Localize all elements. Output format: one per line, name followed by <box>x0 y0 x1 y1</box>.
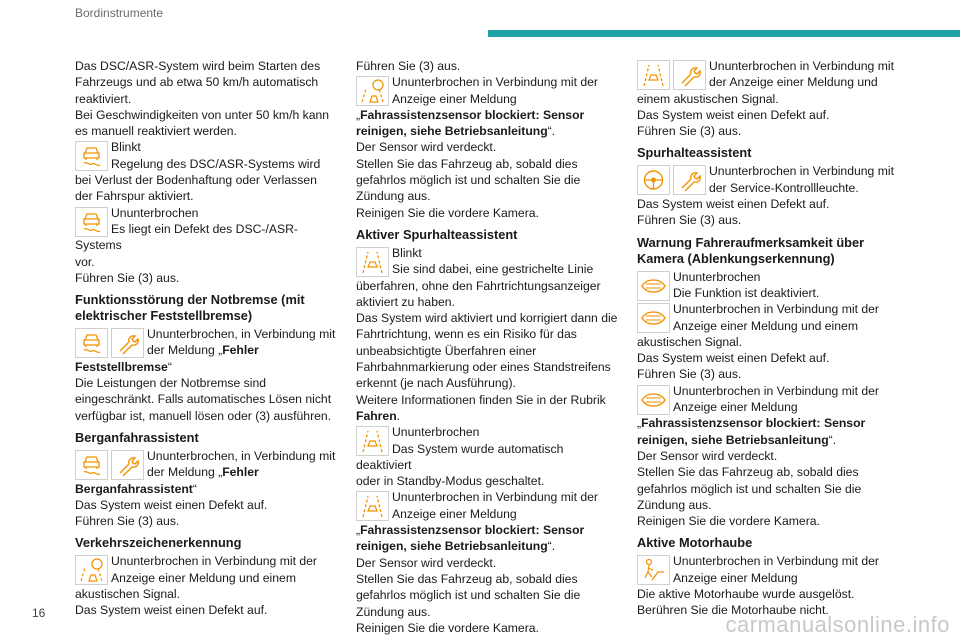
block-text: Ununterbrochen in Verbindung mit der Anzeige einer Meldung und <box>709 59 894 90</box>
block-text: “. <box>547 124 556 139</box>
warning-block <box>637 58 902 107</box>
wrench-icon <box>111 450 144 480</box>
block-text: oder in Standby-Modus geschaltet. <box>356 474 545 489</box>
paragraph: Der Sensor wird verdeckt. <box>637 448 778 463</box>
paragraph: Führen Sie (3) aus. <box>75 514 180 529</box>
block-text: “ <box>192 481 197 496</box>
block-text: Ununterbrochen in Verbindung mit der Anzeige einer Meldung und einem <box>673 302 879 333</box>
warning-block <box>356 489 618 554</box>
status-label: Ununterbrochen <box>392 425 480 440</box>
section-heading: Spurhalteassistent <box>637 145 752 161</box>
driver-attention-icon <box>637 385 670 415</box>
car-skid-icon <box>75 328 108 358</box>
traffic-sign-icon <box>356 76 389 106</box>
paragraph-text: . <box>396 408 401 423</box>
warning-block <box>637 553 902 586</box>
warning-block <box>356 74 618 139</box>
driver-attention-icon <box>637 271 670 301</box>
section-heading: Berganfahrassistent <box>75 429 199 445</box>
paragraph: Führen Sie (3) aus. <box>637 124 742 139</box>
paragraph: Reinigen Sie die vordere Kamera. <box>356 205 539 220</box>
block-text: „ <box>637 416 642 431</box>
warning-block <box>637 301 902 350</box>
page-number: 16 <box>32 606 46 620</box>
block-text: Die Funktion ist deaktiviert. <box>673 285 820 300</box>
block-text: Es liegt ein Defekt des DSC-/ASR-Systems <box>75 221 298 253</box>
section-heading: Aktive Motorhaube <box>637 535 753 551</box>
driver-attention-icon <box>637 303 670 333</box>
block-text: Ununterbrochen in Verbindung mit der Anzeige einer Meldung <box>392 75 598 106</box>
watermark-text: carmanualsonline.info <box>725 612 950 637</box>
lane-icon <box>637 60 670 90</box>
paragraph: Bei Geschwindigkeiten von unter 50 km/h kann es manuell reaktiviert werden. <box>75 107 330 139</box>
block-text: Regelung des DSC/ASR-Systems wird <box>111 156 321 171</box>
warning-block <box>637 163 902 196</box>
warning-block <box>75 326 337 375</box>
paragraph: Das System weist einen Defekt auf. <box>75 497 268 512</box>
warning-block <box>637 269 902 302</box>
lane-icon <box>356 247 389 277</box>
section-heading: Warnung Fahreraufmerksamkeit über Kamera (Ablenkungserkennung) <box>637 234 865 266</box>
block-text: Ununterbrochen, in Verbindung mit der Meldung „ <box>147 448 336 480</box>
paragraph: Der Sensor wird verdeckt. <box>356 140 497 155</box>
message-text: Fahrassistenzsensor blockiert: Sensor reinigen, siehe Betriebsanleitung <box>637 416 866 447</box>
car-skid-icon <box>75 207 108 237</box>
status-label: Ununterbrochen <box>111 205 199 220</box>
block-text: Ununterbrochen in Verbindung mit der Anzeige einer Meldung und einem <box>111 554 317 585</box>
status-label: Ununterbrochen <box>673 269 761 284</box>
warning-block <box>356 245 618 310</box>
link-reference: Fahren <box>356 408 397 423</box>
column-1 <box>75 58 337 619</box>
block-text: überfahren, ohne den Fahrtrichtungsanzeiger aktiviert zu haben. <box>356 278 601 309</box>
steering-wheel-icon <box>637 165 670 195</box>
wrench-icon <box>673 165 706 195</box>
paragraph: Reinigen Sie die vordere Kamera. <box>637 514 820 529</box>
paragraph: Führen Sie (3) aus. <box>637 367 742 382</box>
paragraph: Die Leistungen der Notbremse sind eingeschränkt. Falls automatisches Lösen nicht verfügbar ist, manuell lösen oder (3) ausführen. <box>75 376 332 423</box>
warning-block <box>75 139 337 204</box>
paragraph: Stellen Sie das Fahrzeug ab, sobald dies gefahrlos möglich ist und schalten Sie die Zündung aus. <box>356 571 581 619</box>
paragraph: Berühren Sie die Motorhaube nicht. <box>637 603 829 618</box>
block-text: „ <box>356 107 361 122</box>
paragraph: Die aktive Motorhaube wurde ausgelöst. <box>637 587 855 602</box>
paragraph-text: Weitere Informationen finden Sie in der Rubrik <box>356 392 606 407</box>
paragraph: Führen Sie (3) aus. <box>356 59 461 73</box>
car-skid-icon <box>75 450 108 480</box>
block-text: Ununterbrochen, in Verbindung mit der Meldung „ <box>147 327 336 358</box>
block-text: Ununterbrochen in Verbindung mit der Service-Kontrollleuchte. <box>709 164 894 195</box>
paragraph: Das System wird aktiviert und korrigiert dann die Fahrtrichtung, wenn es ein Risiko für das unbeabsichtigte Überfahren einer Fahrbahnmarkierung oder eines Standstreifens erkennt (je nach Ausführung). <box>356 311 618 391</box>
paragraph: Das System weist einen Defekt auf. <box>637 351 830 366</box>
warning-block <box>75 553 337 602</box>
status-label: Blinkt <box>392 245 422 260</box>
block-text: akustischen Signal. <box>75 587 181 602</box>
section-heading: Funktionsstörung der Notbremse (mit elektrischer Feststellbremse) <box>75 292 305 324</box>
message-text: Fehler Feststellbremse <box>75 343 259 374</box>
message-text: Fahrassistenzsensor blockiert: Sensor reinigen, siehe Betriebsanleitung <box>356 523 585 554</box>
header-accent-bar <box>488 30 960 37</box>
block-text: Sie sind dabei, eine gestrichelte Linie <box>392 262 594 277</box>
car-skid-icon <box>75 141 108 171</box>
paragraph: Das System weist einen Defekt auf. <box>637 107 830 122</box>
block-text: vor. <box>75 254 95 269</box>
page-header-title: Bordinstrumente <box>75 6 164 20</box>
paragraph: Führen Sie (3) aus. <box>75 270 180 285</box>
block-text: einem akustischen Signal. <box>637 91 779 106</box>
column-2 <box>356 58 618 636</box>
block-text: “. <box>828 432 837 447</box>
paragraph: Stellen Sie das Fahrzeug ab, sobald dies gefahrlos möglich ist und schalten Sie die Zündung aus. <box>356 156 581 204</box>
block-text: Ununterbrochen in Verbindung mit der Anzeige einer Meldung <box>392 490 598 521</box>
warning-block <box>637 383 902 448</box>
paragraph: Stellen Sie das Fahrzeug ab, sobald dies gefahrlos möglich ist und schalten Sie die Zündung aus. <box>637 465 862 512</box>
warning-block <box>75 205 337 270</box>
paragraph: Das DSC/ASR-System wird beim Starten des Fahrzeugs und ab etwa 50 km/h automatisch reaktiviert. <box>75 59 321 106</box>
block-text: Ununterbrochen in Verbindung mit der Anzeige einer Meldung <box>673 554 879 585</box>
block-text: bei Verlust der Bodenhaftung oder Verlassen der Fahrspur aktiviert. <box>75 173 317 204</box>
traffic-sign-icon <box>75 555 108 585</box>
pedestrian-hood-icon <box>637 555 670 585</box>
lane-icon <box>356 426 389 456</box>
column-3 <box>637 58 902 619</box>
paragraph: Das System weist einen Defekt auf. <box>75 603 268 618</box>
paragraph: Reinigen Sie die vordere Kamera. <box>356 620 539 635</box>
paragraph <box>356 392 618 425</box>
wrench-icon <box>111 328 144 358</box>
warning-block <box>75 448 337 497</box>
block-text: “ <box>167 359 172 374</box>
status-label: Blinkt <box>111 140 141 155</box>
section-heading: Aktiver Spurhalteassistent <box>356 226 518 242</box>
paragraph: Das System weist einen Defekt auf. <box>637 197 830 212</box>
message-text: Fahrassistenzsensor blockiert: Sensor reinigen, siehe Betriebsanleitung <box>356 107 585 139</box>
section-heading: Verkehrszeichenerkennung <box>75 535 242 551</box>
warning-block <box>356 424 618 489</box>
wrench-icon <box>673 60 706 90</box>
block-text: “. <box>547 539 556 554</box>
paragraph: Der Sensor wird verdeckt. <box>356 555 497 570</box>
message-text: Fehler Berganfahrassistent <box>75 465 259 496</box>
lane-icon <box>356 491 389 521</box>
paragraph: Führen Sie (3) aus. <box>637 213 742 228</box>
block-text: akustischen Signal. <box>637 334 743 349</box>
block-text: Ununterbrochen in Verbindung mit der Anzeige einer Meldung <box>673 383 879 415</box>
block-text: Das System wurde automatisch deaktiviert <box>356 441 564 472</box>
block-text: „ <box>356 523 361 538</box>
